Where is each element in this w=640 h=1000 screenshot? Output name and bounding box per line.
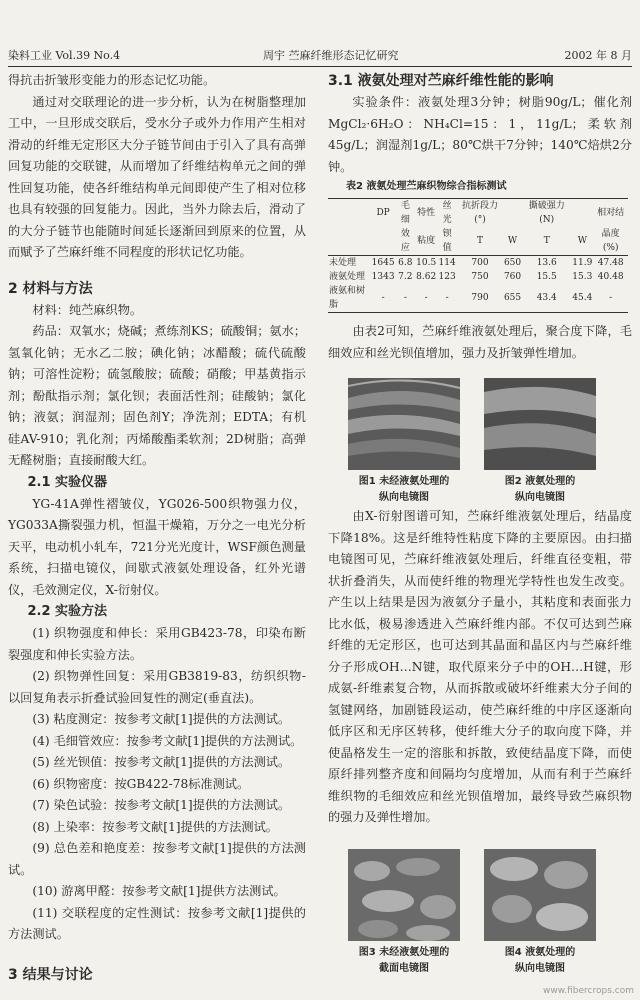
caption-line: 图3 未经液氨处理的 [358,946,450,958]
table-cell: - [437,284,457,313]
figure-row [328,849,632,977]
table-cell: 7.2 [398,272,413,282]
table-cell: - [415,284,437,313]
subsection-heading: 2.1 实验仪器 [27,474,108,490]
running-header [8,48,632,67]
micrograph-cross-section-untreated [348,849,460,941]
table-cell: 丝光 [437,199,457,228]
method-item: (11) 交联程度的定性测试：按参考文献[1]提供的方法测试。 [8,905,306,941]
table-cell: 13.6 [536,258,557,268]
table-cell [371,227,396,256]
table-cell: 毛细 [396,199,416,228]
table-cell: DP [371,199,396,228]
table-cell: 粘度 [415,227,437,256]
table-row [328,270,628,284]
table-cell: 6.8 [398,258,413,268]
figure-caption [334,945,474,977]
figure-caption [334,474,474,506]
caption-line: 纵向电镜图 [515,492,565,503]
table-cell: 655 [503,284,522,313]
table-cell: 效应 [396,227,416,256]
table-cell: 未处理 [329,258,357,268]
table-cell: 液氨处理 [329,272,366,282]
table-cell: 123 [438,272,456,282]
caption-line: 纵向电镜图 [515,962,565,974]
table-cell: 1645 [371,258,395,268]
paragraph: 得抗击折皱形变能力的形态记忆功能。 [8,73,216,87]
table-cell: 特性 [415,199,437,228]
caption-line: 图4 液氨处理的 [504,946,576,958]
micrograph-longitudinal-treated-2 [484,849,596,941]
table-cell: 750 [471,272,489,282]
table-cell: T [522,227,571,256]
method-item: (6) 织物密度：按GB422-78标准测试。 [32,776,250,791]
caption-line: 纵向电镜图 [379,492,429,503]
method-item: (4) 毛细管效应：按参考文献[1]提供的方法测试。 [32,733,303,748]
paragraph: 由X-衍射图谱可知，苎麻纤维液氨处理后，结晶度下降18%。这是纤维特性粘度下降的主要原因。由扫描电镜图可见，苎麻纤维液氨处理后，纤维直径变粗，带状折叠消失，从而使纤维的物理光学特性也发生改变。产生以上结果是因为液氨分子量小，其粘度和表面张力比水低，极易渗透进入苎麻纤维内部。不仅可达到苎麻纤维的无定形区，也可达到其晶面和晶区内与苎麻纤维分子形成OH…N键，取代原来分子中的OH…H键，形成氨-纤维素复合物，从而拆散或破坏纤维素大分子间的氢键网络，加剧链段运动，使苎麻纤维的中序区逐渐向低序区和无序区转移，使纤维大分子的取向度下降，并使晶格发生一定的溶胀和拆散，致使结晶度下降，而使原纤排列整齐度和间隔均匀度增加，从而有利于苎麻纤维织物的毛细效应和丝光钡值增加，最终导致苎麻织物的强力及弹性增加。 [328,509,632,824]
table-cell: T [457,227,503,256]
table-cell: 液氨和树脂 [328,284,371,313]
table-cell: 15.5 [536,272,557,282]
table-cell: 10.5 [416,258,437,268]
table-cell: - [593,284,628,313]
subsection-heading: 2.2 实验方法 [27,604,108,619]
method-item: (8) 上染率：按参考文献[1]提供的方法测试。 [32,819,278,834]
table-cell: W [571,227,593,256]
table-cell: W [503,227,522,256]
table-cell: 43.4 [522,284,571,313]
table-cell: - [371,284,396,313]
method-item: (7) 染色试验：按参考文献[1]提供的方法测试。 [32,798,291,812]
paragraph: 材料：纯苎麻织物。 [32,302,143,317]
issue-date: 2002 年 8 月 [564,49,632,62]
paragraph: 药品：双氧水；烧碱；煮练剂KS；硫酸铜；氨水；氢氧化钠；无水乙二胺；碘化钠；冰醋酸；硫代硫酸钠；可溶性淀粉；硫氢酸胺；硫酸；硝酸；甲基黄指示剂；酚酞指示剂；氯化钡；表面活性剂；硅酸钠；氯化钠；液氨；润湿剂；固色剂Y；净洗剂；EDTA；有机硅AV-910；乳化剂；丙烯酸酯柔软剂；2D树脂；高弹无醛树脂；直接耐酸大红。 [8,324,306,467]
method-item: (9) 总色差和艳度差：按参考文献[1]提供的方法测试。 [8,841,306,877]
method-item: (2) 织物弹性回复：采用GB3819-83，纺织织物-以回复角表示折叠试验回复性的测定(垂直法)。 [8,669,306,705]
table-row [328,284,628,313]
table-cell: 钡值 [437,227,457,256]
paragraph: 实验条件：液氨处理3分钟；树脂90g/L；催化剂MgCl₂·6H₂O：NH₄Cl=15：1，11g/L；柔软剂45g/L；润湿剂1g/L；80℃烘干7分钟；140℃焙烘2分钟。 [328,95,632,174]
section-heading: 3 结果与讨论 [8,966,93,983]
table-cell: 790 [457,284,503,313]
figure-caption [470,945,610,977]
table-cell: 700 [471,258,489,268]
table-cell [328,199,371,228]
section-heading: 2 材料与方法 [8,280,93,297]
journal-info: 染料工业 Vol.39 No.4 [8,49,121,62]
watermark: www.fibercrops.com [543,986,634,996]
method-item: (1) 织物强度和伸长：采用GB423-78，印染布断裂强度和伸长实验方法。 [8,626,306,662]
table-cell: 40.48 [597,272,624,282]
table-cell: 11.9 [572,258,593,268]
table-cell: 抗折段力(°) [457,199,503,228]
figure-caption [470,474,610,506]
paragraph: YG-41A弹性褶皱仪，YG026-500织物强力仪，YG033A撕裂强力机，恒温干燥箱，万分之一电光分析天平，电动机小轧车，721分光光度计，WSF颜色测量系统，扫描电镜仪，间歇式液氨处理设备，红外光谱仪，毛效测定仪，X-衍射仪。 [8,496,306,597]
section-heading: 3.1 液氨处理对苎麻纤维性能的影响 [328,73,554,89]
table-cell: 撕破强力(N) [522,199,571,228]
micrograph-longitudinal-untreated [348,378,460,470]
table-cell: 晶度(%) [593,227,628,256]
table-cell: 760 [503,272,522,282]
method-item: (3) 粘度测定：按参考文献[1]提供的方法测试。 [32,712,291,726]
results-table [328,198,628,313]
caption-line: 截面电镜图 [379,962,429,974]
paragraph: 由表2可知，苎麻纤维液氨处理后，聚合度下降，毛细效应和丝光钡值增加，强力及折皱弹性增加。 [328,324,632,360]
method-item: (5) 丝光钡值：按参考文献[1]提供的方法测试。 [32,755,291,769]
table-cell [571,199,593,228]
article-title: 周宇 苎麻纤维形态记忆研究 [263,49,399,62]
left-column [8,70,306,986]
table-cell: 8.62 [416,272,437,282]
right-column [328,70,632,977]
table-cell: 1343 [371,272,395,282]
table-cell: 相对结 [593,199,628,228]
table-cell [328,227,371,256]
table-cell: 47.48 [597,258,624,268]
micrograph-longitudinal-treated [484,378,596,470]
paragraph: 通过对交联理论的进一步分析，认为在树脂整理加工中，一旦形成交联后，受水分子或外力作用产生相对滑动的纤维无定形区大分子链节间由于引入了具有高弹回复功能的交联键，从而增加了纤维结构单元之间的弹性回复功能，使各纤维结构单元间即使产生了相对位移也具有较强的回复能力。因此，当外力除去后，滑动了的大分子链节也能随时间延长逐渐回到原来的位置，从而赋予了苎麻纤维不同程度的形状记忆功能。 [8,94,306,259]
figure-row [328,378,632,506]
table-caption: 表2 液氨处理苎麻织物综合指标测试 [346,181,507,192]
table-cell [503,199,522,228]
caption-line: 图2 液氨处理的 [504,476,576,487]
table-cell: 15.3 [572,272,593,282]
table-cell: 650 [503,258,522,268]
table-row [328,256,628,271]
table-cell: 114 [438,258,456,268]
method-item: (10) 游离甲醛：按参考文献[1]提供方法测试。 [32,884,286,898]
caption-line: 图1 未经液氨处理的 [358,476,450,487]
table-cell: - [396,284,416,313]
table-cell: 45.4 [571,284,593,313]
